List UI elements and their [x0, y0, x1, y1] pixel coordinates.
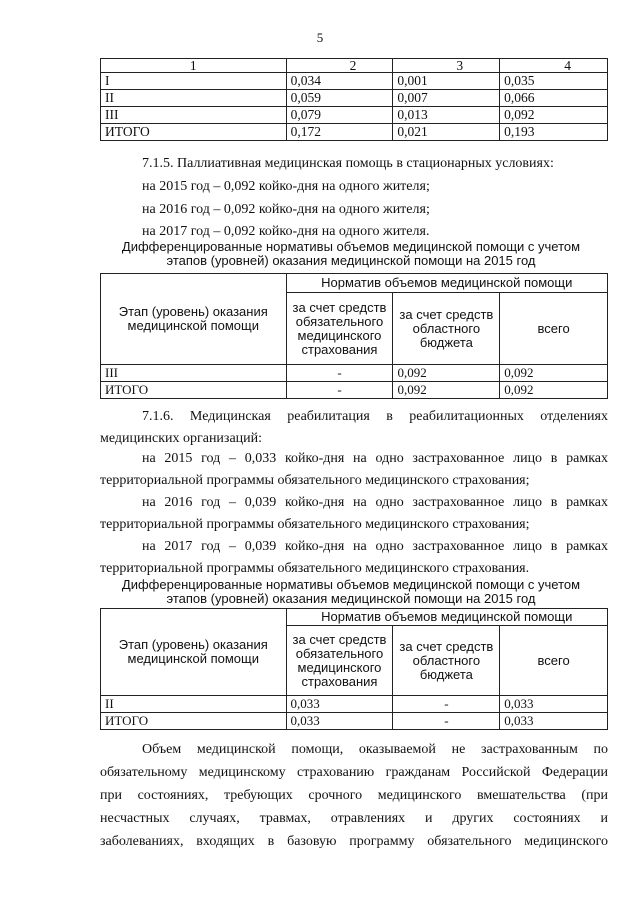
volume-norms-table-by-level: [100, 58, 608, 141]
paragraph-line: Объем медицинской помощи, оказываемой не застрахованным по: [142, 742, 608, 757]
table-cell: 0,092: [393, 365, 500, 382]
paragraph-line: медицинских организаций:: [100, 431, 263, 446]
budget-column-header: за счет средств областного бюджета: [393, 293, 500, 365]
palliative-norms-table: [100, 273, 608, 399]
paragraph-line: на 2015 год – 0,033 койко-дня на одно застрахованное лицо в рамках: [142, 451, 608, 466]
column-number: 2: [286, 59, 393, 73]
budget-column-header: за счет средств областного бюджета: [393, 626, 500, 696]
paragraph-line: на 2016 год – 0,092 койко-дня на одного жителя;: [142, 202, 430, 217]
paragraph-line: на 2016 год – 0,039 койко-дня на одно застрахованное лицо в рамках: [142, 495, 608, 510]
paragraph-line: на 2015 год – 0,092 койко-дня на одного жителя;: [142, 179, 430, 194]
table-cell: I: [101, 73, 287, 90]
table-row: [101, 365, 608, 382]
caption-line: Дифференцированные нормативы объемов медицинской помощи с учетом: [121, 239, 581, 254]
table-cell: 0,193: [500, 124, 608, 141]
paragraph-line: территориальной программы обязательного медицинского страхования.: [100, 561, 530, 576]
table-cell: 0,172: [286, 124, 393, 141]
stage-column-header: Этап (уровень) оказания медицинской помощи: [101, 609, 287, 696]
table-cell: ИТОГО: [101, 382, 287, 399]
table-cell: 0,033: [286, 713, 393, 730]
table-cell: 0,092: [500, 365, 608, 382]
table-cell: 0,001: [393, 73, 500, 90]
table-cell: 0,021: [393, 124, 500, 141]
total-column-header: всего: [500, 626, 608, 696]
table-cell: 0,033: [286, 696, 393, 713]
caption-line: этапов (уровней) оказания медицинской помощи на 2015 год: [166, 591, 536, 606]
paragraph-line: территориальной программы обязательного медицинского страхования;: [100, 517, 530, 532]
table-cell: 0,033: [500, 696, 608, 713]
table-cell: -: [286, 382, 393, 399]
norm-group-header: Норматив объемов медицинской помощи: [286, 274, 607, 293]
paragraph-line: при состояниях, требующих срочного медицинского вмешательства (при: [100, 788, 608, 803]
total-column-header: всего: [500, 293, 608, 365]
page-number: 5: [316, 30, 324, 45]
table-cell: III: [101, 107, 287, 124]
paragraph-line: на 2017 год – 0,092 койко-дня на одного жителя.: [142, 224, 430, 239]
table-cell: -: [286, 365, 393, 382]
table-cell: 0,092: [393, 382, 500, 399]
table-cell: 0,059: [286, 90, 393, 107]
table-cell: II: [101, 696, 287, 713]
column-number: 3: [393, 59, 500, 73]
table-row: [101, 73, 608, 90]
table-header-row: [101, 59, 608, 73]
section-heading: 7.1.5. Паллиативная медицинская помощь в стационарных условиях:: [142, 156, 554, 171]
rehabilitation-norms-table: [100, 608, 608, 730]
norm-group-header: Норматив объемов медицинской помощи: [286, 609, 607, 626]
table-cell: 0,007: [393, 90, 500, 107]
table-cell: 0,034: [286, 73, 393, 90]
column-number: 1: [101, 59, 287, 73]
table-row: [101, 713, 608, 730]
table-row: [101, 90, 608, 107]
column-number: 4: [500, 59, 608, 73]
paragraph-line: на 2017 год – 0,039 койко-дня на одно застрахованное лицо в рамках: [142, 539, 608, 554]
table-cell: 0,079: [286, 107, 393, 124]
paragraph-line: обязательному медицинскому страхованию гражданам Российской Федерации: [100, 765, 608, 780]
table-cell: ИТОГО: [101, 124, 287, 141]
paragraph-line: заболеваниях, входящих в базовую программу обязательного медицинского: [100, 834, 608, 849]
table-cell: -: [393, 713, 500, 730]
paragraph-line: территориальной программы обязательного медицинского страхования;: [100, 473, 530, 488]
oms-column-header: за счет средств обязательного медицинского страхования: [286, 626, 393, 696]
table-row: [101, 107, 608, 124]
table-cell: 0,092: [500, 382, 608, 399]
table-cell: 0,092: [500, 107, 608, 124]
table-caption: [90, 240, 612, 268]
stage-column-header: Этап (уровень) оказания медицинской помощи: [101, 274, 287, 365]
table-cell: 0,066: [500, 90, 608, 107]
table-cell: 0,013: [393, 107, 500, 124]
caption-line: этапов (уровней) оказания медицинской помощи на 2015 год: [166, 253, 536, 268]
table-header-row: [101, 609, 608, 626]
table-row: [101, 696, 608, 713]
table-cell: -: [393, 696, 500, 713]
table-cell: ИТОГО: [101, 713, 287, 730]
table-row: [101, 382, 608, 399]
paragraph-line: 7.1.6. Медицинская реабилитация в реабилитационных отделениях: [142, 409, 608, 424]
table-caption: [90, 578, 612, 606]
oms-column-header: за счет средств обязательного медицинского страхования: [286, 293, 393, 365]
paragraph-line: несчастных случаях, травмах, отравлениях и других состояниях и: [100, 811, 608, 826]
table-cell: II: [101, 90, 287, 107]
caption-line: Дифференцированные нормативы объемов медицинской помощи с учетом: [121, 577, 581, 592]
table-cell: III: [101, 365, 287, 382]
table-row: [101, 124, 608, 141]
table-cell: 0,033: [500, 713, 608, 730]
table-cell: 0,035: [500, 73, 608, 90]
table-header-row: [101, 274, 608, 293]
